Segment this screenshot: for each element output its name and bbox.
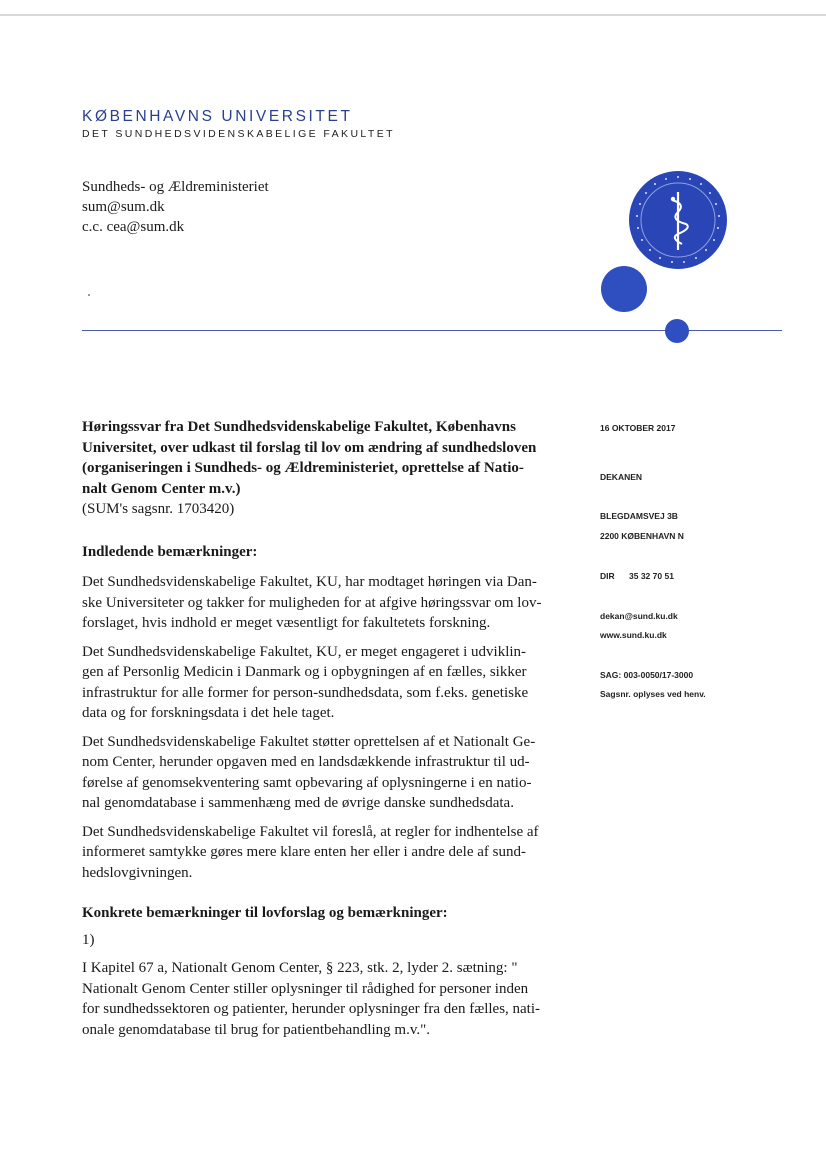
sender-email[interactable]: dekan@sund.ku.dk [600, 611, 678, 621]
text-line: hedslovgivningen. [82, 864, 193, 881]
address-street: BLEGDAMSVEJ 3B [600, 511, 678, 521]
text-line: Det Sundhedsvidenskabelige Fakultet støtter oprettelsen af et Nationalt Ge- [82, 733, 536, 750]
text-line: ske Universiteter og takker for muligheden for at afgive høringssvar om lov- [82, 594, 542, 611]
recipient-cc: c.c. cea@sum.dk [82, 219, 185, 235]
paragraph [82, 958, 574, 1040]
scan-edge [0, 14, 826, 16]
dir-label: DIR [600, 571, 615, 581]
text-line: informeret samtykke gøres mere klare enten her eller i andre dele af sund- [82, 844, 526, 860]
text-line: Det Sundhedsvidenskabelige Fakultet, KU, er meget engageret i udviklin- [82, 643, 527, 660]
text-line: Det Sundhedsvidenskabelige Fakultet vil foreslå, at regler for indhentelse af [82, 823, 539, 840]
text-line: data og for forskningsdata i det hele taget. [82, 705, 335, 721]
text-line: infrastruktur for alle former for person-sundhedsdata, som f.eks. genetiske [82, 684, 529, 701]
text-line: Nationalt Genom Center stiller oplysninger til rådighed for personer inden [82, 980, 529, 997]
case-reference: (SUM's sagsnr. 1703420) [82, 501, 235, 517]
text-line: Det Sundhedsvidenskabelige Fakultet, KU, har modtaget høringen via Dan- [82, 574, 537, 590]
paragraph [82, 732, 574, 814]
dir-phone: 35 32 70 51 [629, 571, 674, 581]
sender-web[interactable]: www.sund.ku.dk [600, 630, 667, 640]
item-number: 1) [82, 931, 95, 948]
university-seal-icon [628, 170, 728, 270]
direct-phone [600, 571, 674, 581]
text-line: for sundhedssektoren og patienter, herunder oplysninger fra den fælles, nati- [82, 1001, 541, 1017]
text-line: førelse af genomsekventering samt opbevaring af oplysningerne i en natio- [82, 774, 532, 791]
text-line: onale genomdatabase til brug for patientbehandling m.v.". [82, 1021, 430, 1038]
paragraph [82, 572, 574, 634]
scan-speck [88, 294, 90, 296]
text-line: gen af Personlig Medicin i Danmark og i opbygningen af en fælles, sikker [82, 664, 527, 680]
case-number-note: Sagsnr. oplyses ved henv. [600, 689, 706, 699]
subject-line: (organiseringen i Sundheds- og Ældreministeriet, oprettelse af Natio- [82, 460, 524, 476]
recipient-email[interactable]: sum@sum.dk [82, 199, 165, 215]
letter-subject [82, 417, 574, 499]
heading-specific: Konkrete bemærkninger til lovforslag og bemærkninger: [82, 905, 448, 921]
subject-line: Universitet, over udkast til forslag til lov om ændring af sundhedsloven [82, 439, 537, 456]
subject-line: Høringssvar fra Det Sundhedsvidenskabelige Fakultet, Københavns [82, 419, 516, 435]
address-city: 2200 KØBENHAVN N [600, 531, 684, 541]
text-line: forslaget, hvis indhold er meget væsentligt for fakultetets forskning. [82, 615, 491, 631]
text-line: nal genomdatabase i sammenhæng med de øvrige danske sundhedsdata. [82, 795, 514, 811]
letter-date: 16 OKTOBER 2017 [600, 423, 676, 433]
text-line: I Kapitel 67 a, Nationalt Genom Center, § 223, stk. 2, lyder 2. sætning: " [82, 960, 518, 976]
text-line: nom Center, herunder opgaven med en landsdækkende infrastruktur til ud- [82, 754, 530, 770]
subject-line: nalt Genom Center m.v.) [82, 480, 241, 497]
paragraph [82, 642, 574, 724]
rule-dot [665, 319, 689, 343]
letter-body [82, 417, 574, 1048]
recipient-ministry: Sundheds- og Ældreministeriet [82, 179, 269, 195]
recipient-block [82, 177, 269, 237]
paragraph [82, 822, 574, 884]
decorative-dot [601, 266, 647, 312]
university-name: KØBENHAVNS UNIVERSITET [82, 108, 353, 125]
sender-title: DEKANEN [600, 472, 643, 482]
case-number: SAG: 003-0050/17-3000 [600, 670, 694, 680]
faculty-name: DET SUNDHEDSVIDENSKABELIGE FAKULTET [82, 128, 395, 140]
heading-intro: Indledende bemærkninger: [82, 543, 258, 560]
